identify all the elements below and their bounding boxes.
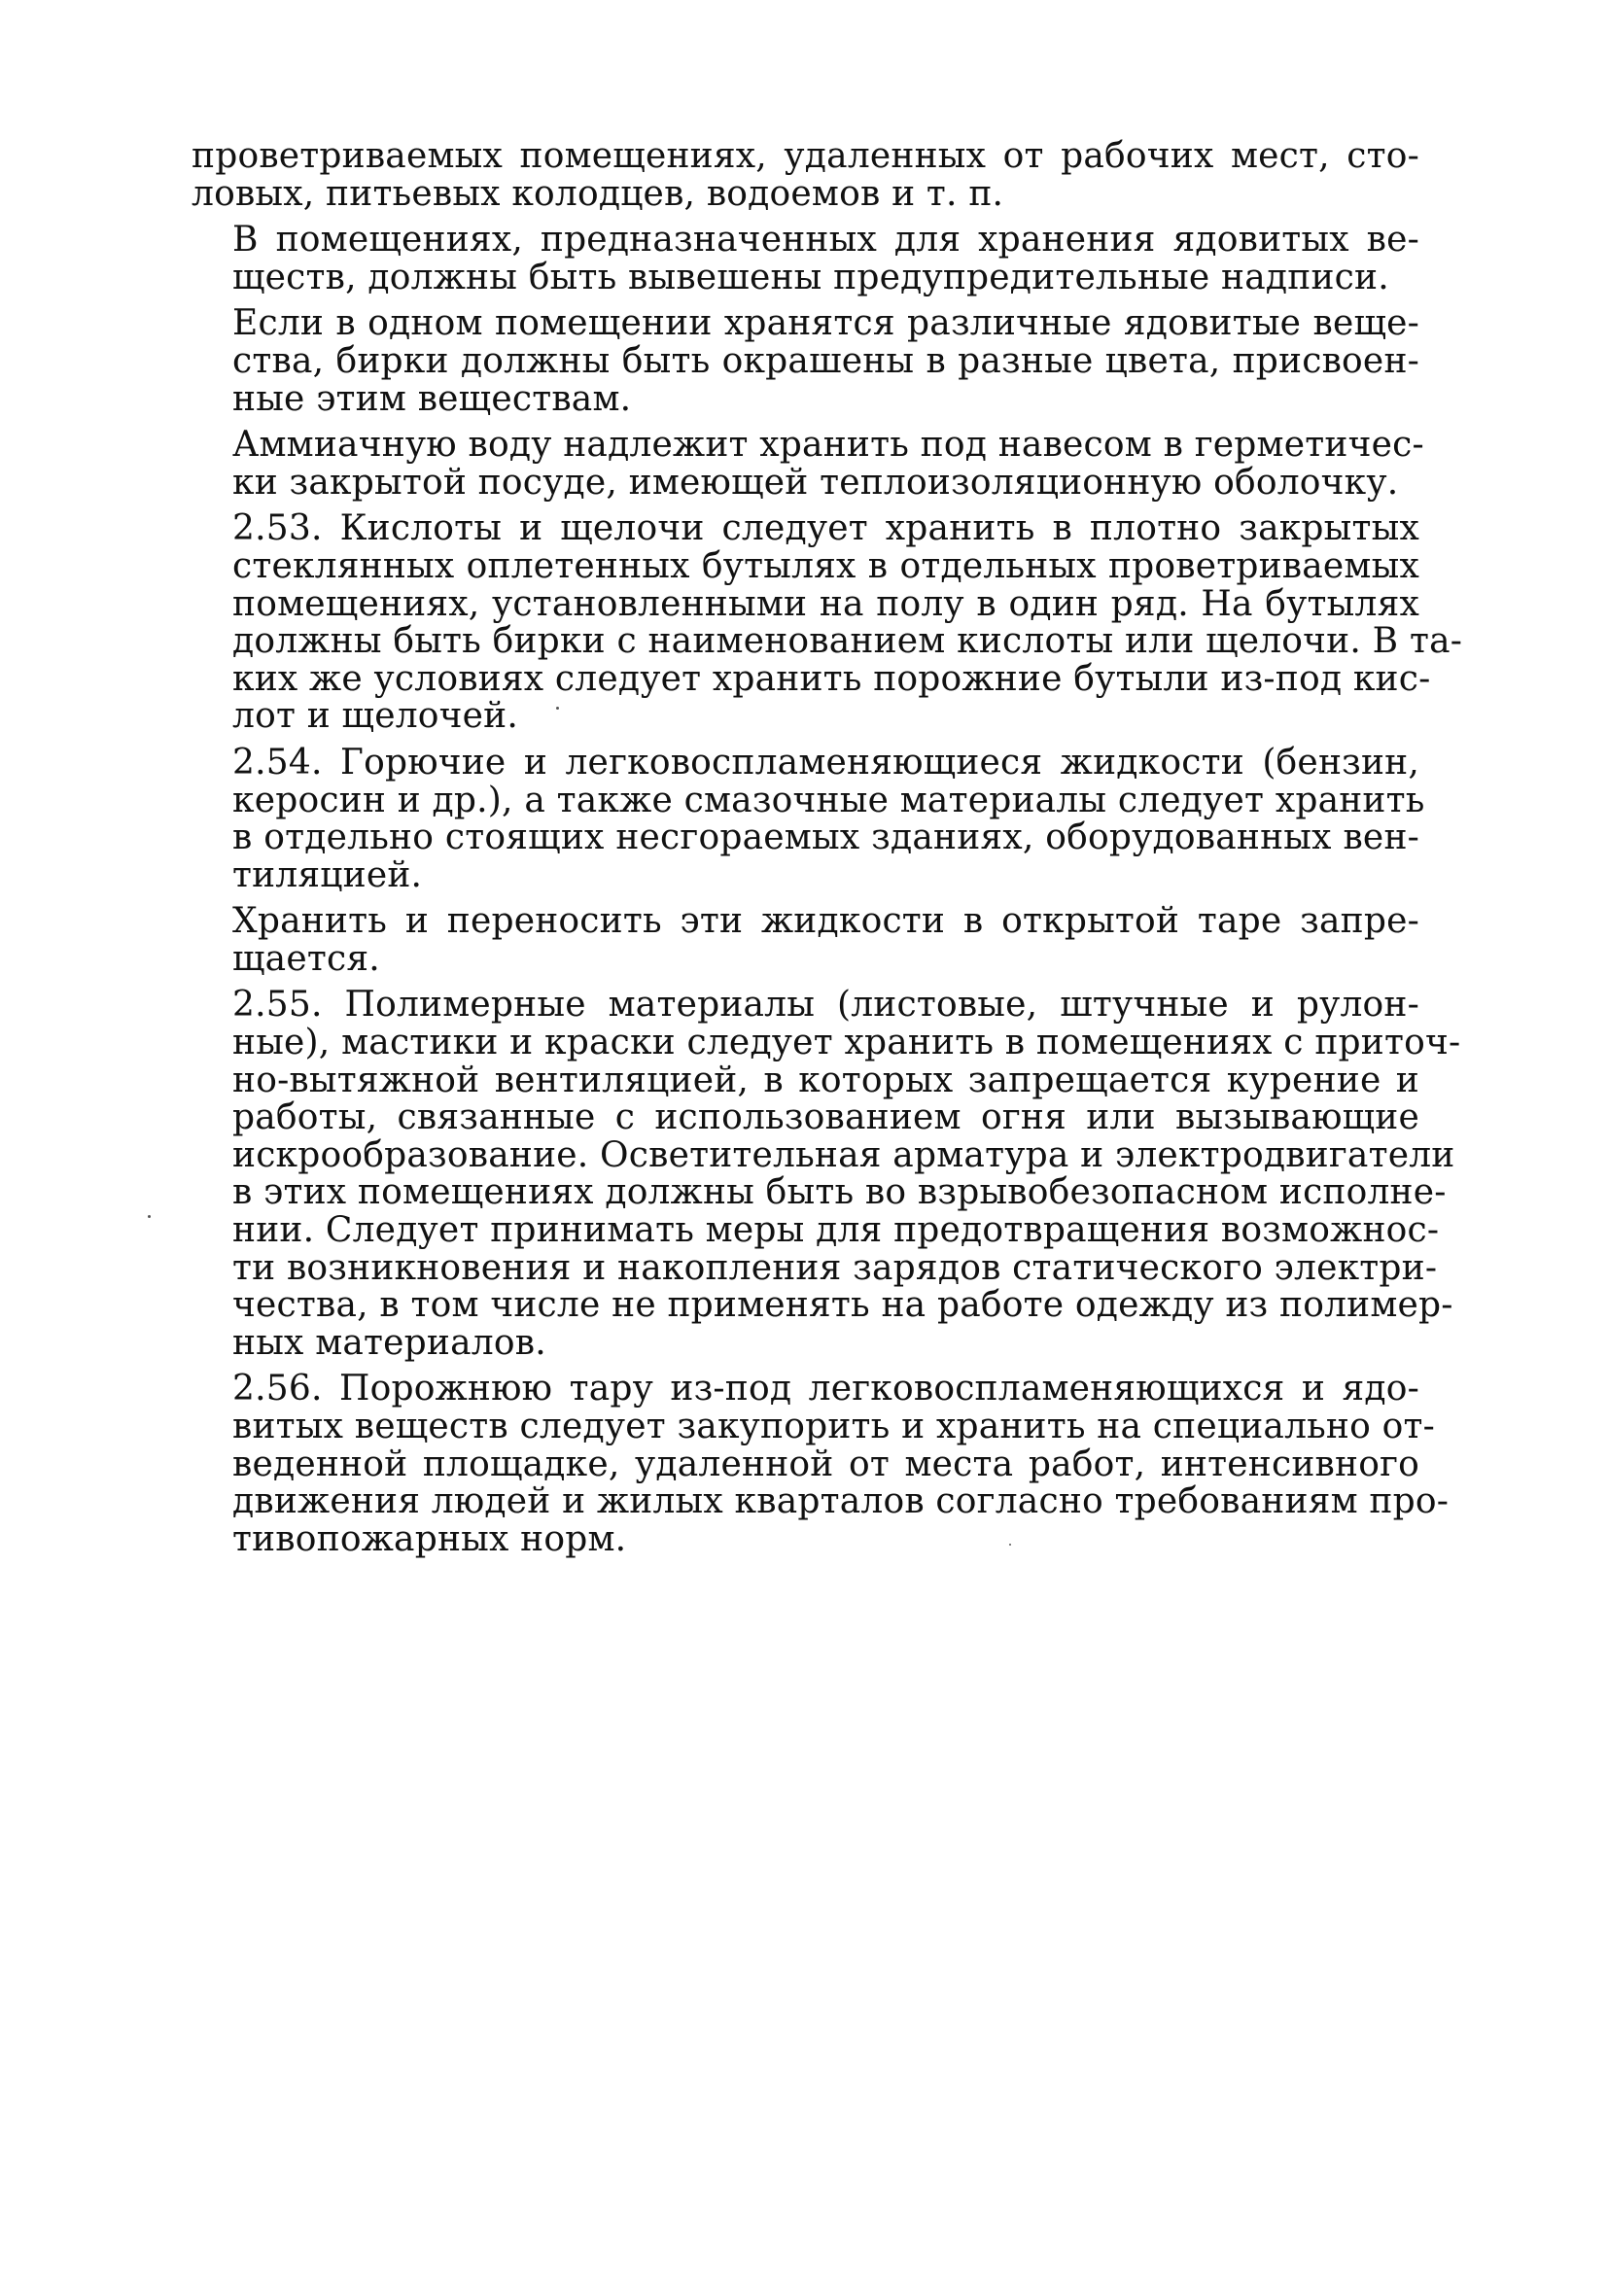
text-line: 2.54. Горючие и легковоспламеняющиеся жидкости (бензин, bbox=[232, 742, 1419, 783]
text-line: помещениях, установленными на полу в один ряд. На бутылях bbox=[232, 583, 1419, 624]
text-line: ких же условиях следует хранить порожние бутыли из-под кис- bbox=[232, 658, 1431, 699]
text-line: 2.53. Кислоты и щелочи следует хранить в плотно закрытых bbox=[232, 508, 1419, 549]
paragraph-2-55 bbox=[192, 985, 1461, 1363]
text-line: Если в одном помещении хранятся различные ядовитые веще- bbox=[232, 303, 1419, 344]
text-line: лот и щелочей. bbox=[232, 696, 518, 737]
text-line: веденной площадке, удаленной от места работ, интенсивного bbox=[232, 1444, 1419, 1484]
paragraph-colored-tags bbox=[192, 305, 1419, 418]
text-line: тиляцией. bbox=[232, 854, 423, 895]
paragraph-continuation bbox=[192, 138, 1419, 213]
text-line: ки закрытой посуде, имеющей теплоизоляционную оболочку. bbox=[232, 462, 1399, 503]
text-line: ти возникновения и накопления зарядов статического электри- bbox=[232, 1247, 1438, 1288]
scan-speck bbox=[1009, 1544, 1011, 1546]
text-line: но-вытяжной вентиляцией, в которых запрещается курение и bbox=[232, 1060, 1419, 1100]
text-line: В помещениях, предназначенных для хранения ядовитых ве- bbox=[232, 220, 1419, 261]
text-line: 2.55. Полимерные материалы (листовые, штучные и рулон- bbox=[232, 985, 1419, 1026]
text-line: в отдельно стоящих несгораемых зданиях, оборудованных вен- bbox=[232, 818, 1419, 858]
text-line: Хранить и переносить эти жидкости в открытой таре запре- bbox=[232, 901, 1419, 942]
text-line: витых веществ следует закупорить и хранить на специально от- bbox=[232, 1407, 1436, 1446]
text-line: щается. bbox=[232, 938, 380, 979]
text-line: ные этим веществам. bbox=[232, 378, 632, 419]
text-line: должны быть бирки с наименованием кислоты или щелочи. В та- bbox=[232, 621, 1463, 662]
text-body bbox=[192, 136, 1463, 1567]
text-line: проветриваемых помещениях, удаленных от рабочих мест, сто- bbox=[192, 136, 1419, 176]
text-line: стеклянных оплетенных бутылях в отдельных проветриваемых bbox=[232, 545, 1419, 586]
text-line: Аммиачную воду надлежит хранить под навесом в герметичес- bbox=[232, 425, 1424, 466]
paragraph-2-56 bbox=[192, 1369, 1450, 1559]
paragraph-2-54 bbox=[192, 742, 1425, 895]
text-line: ловых, питьевых колодцев, водоемов и т. п. bbox=[192, 173, 1004, 214]
text-line: в этих помещениях должны быть во взрывобезопасном исполне- bbox=[232, 1172, 1447, 1213]
text-line: ществ, должны быть вывешены предупредительные надписи. bbox=[232, 257, 1389, 297]
text-line: ных материалов. bbox=[232, 1322, 546, 1363]
text-line: нии. Следует принимать меры для предотвращения возможнос- bbox=[232, 1210, 1440, 1251]
text-line: керосин и др.), а также смазочные материалы следует хранить bbox=[232, 780, 1425, 820]
paragraph-2-53 bbox=[192, 508, 1463, 737]
text-line: чества, в том числе не применять на работе одежду из полимер- bbox=[232, 1285, 1453, 1326]
text-line: ные), мастики и краски следует хранить в помещениях с приточ- bbox=[232, 1023, 1461, 1063]
text-line: ства, бирки должны быть окрашены в разные цвета, присвоен- bbox=[232, 340, 1419, 381]
text-line: искрообразование. Осветительная арматура и электродвигатели bbox=[232, 1134, 1455, 1175]
text-line: движения людей и жилых кварталов согласно требованиям про- bbox=[232, 1481, 1450, 1522]
text-line: работы, связанные с использованием огня или вызывающие bbox=[232, 1097, 1419, 1138]
paragraph-warning-signs bbox=[192, 222, 1419, 296]
scan-speck bbox=[148, 1215, 151, 1218]
text-line: 2.56. Порожнюю тару из-под легковоспламеняющихся и ядо- bbox=[232, 1369, 1419, 1409]
paragraph-ammonia-water bbox=[192, 425, 1424, 503]
text-line: тивопожарных норм. bbox=[232, 1518, 627, 1559]
scan-speck bbox=[556, 707, 559, 710]
paragraph-open-container-ban bbox=[192, 903, 1419, 978]
